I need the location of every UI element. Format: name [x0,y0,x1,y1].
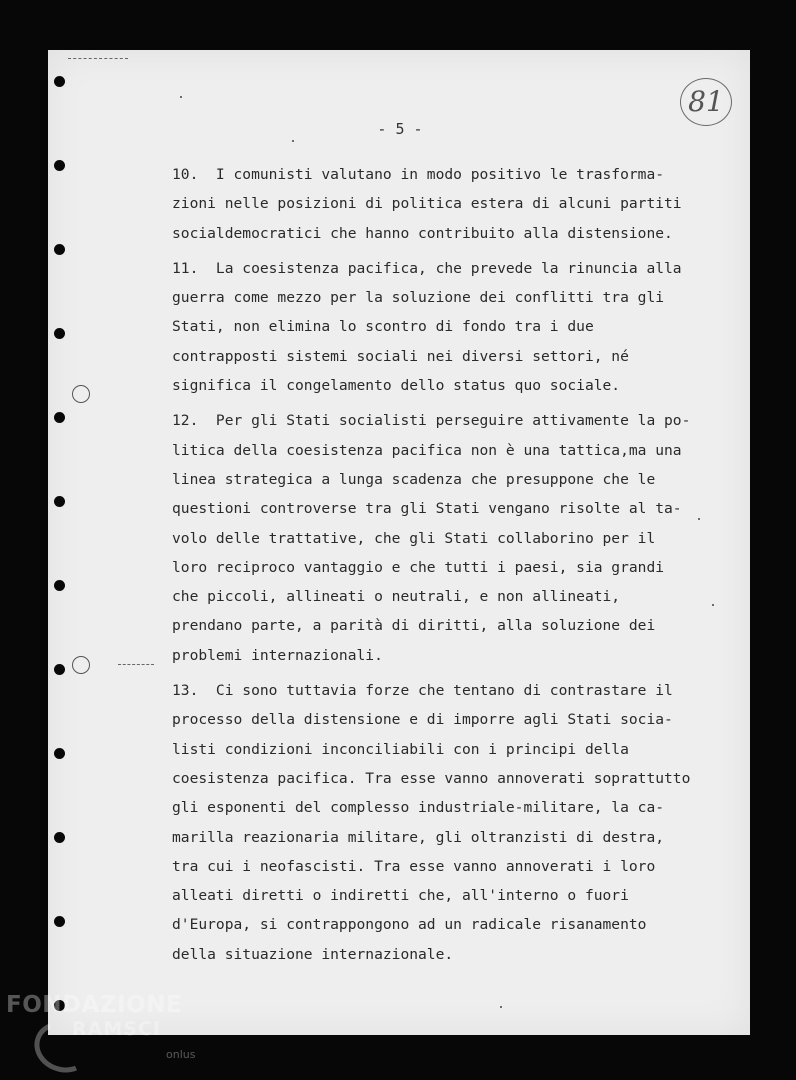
binder-hole [54,412,65,423]
binder-hole [54,580,65,591]
paragraph-11 [172,254,712,400]
text-line: gli esponenti del complesso industriale-militare, la ca- [172,799,665,817]
margin-mark [118,664,154,665]
document-page [48,50,750,1035]
watermark-line-3: onlus [166,1048,196,1061]
binder-hole [54,328,65,339]
text-line: alleati diretti o indiretti che, all'interno o fuori [172,887,629,905]
binder-hole [54,832,65,843]
text-line: processo della distensione e di imporre agli Stati socia- [172,711,673,729]
text-line: marilla reazionaria militare, gli oltranzisti di destra, [172,828,665,846]
text-line: questioni controverse tra gli Stati vengano risolte al ta- [172,500,682,518]
binder-ring [72,385,90,403]
text-line: 11. La coesistenza pacifica, che prevede la rinuncia alla [172,259,682,277]
paper-speck [712,604,714,606]
binder-hole [54,496,65,507]
paper-speck [500,1006,502,1008]
binder-hole [54,160,65,171]
text-line: socialdemocratici che hanno contribuito alla distensione. [172,224,673,242]
text-line: coesistenza pacifica. Tra esse vanno annoverati soprattutto [172,769,691,787]
paragraph-12 [172,406,712,670]
text-line: litica della coesistenza pacifica non è una tattica,ma una [172,441,682,459]
text-line: Stati, non elimina lo scontro di fondo tra i due [172,318,594,336]
watermark-line-2: RAMSCI [72,1018,161,1040]
text-line: 12. Per gli Stati socialisti perseguire attivamente la po- [172,412,691,430]
text-line: linea strategica a lunga scadenza che presuppone che le [172,470,656,488]
text-line: 10. I comunisti valutano in modo positivo le trasforma- [172,166,665,183]
text-line: significa il congelamento dello status quo sociale. [172,377,621,395]
paper-speck [180,96,182,98]
text-line: della situazione internazionale. [172,945,454,963]
paragraph-10 [172,160,712,248]
text-line: loro reciproco vantaggio e che tutti i paesi, sia grandi [172,558,665,576]
text-line: tra cui i neofascisti. Tra esse vanno annoverati i loro [172,857,656,875]
document-body [172,160,712,975]
fondazione-gramsci-watermark [6,992,206,1072]
paragraph-13 [172,676,712,969]
text-line: 13. Ci sono tuttavia forze che tentano di contrastare il [172,682,673,700]
binder-hole [54,916,65,927]
folio-number-handwritten: 81 [680,78,732,126]
text-line: volo delle trattative, che gli Stati collaborino per il [172,529,656,547]
text-line: contrapposti sistemi sociali nei diversi settori, né [172,347,629,365]
text-line: guerra come mezzo per la soluzione dei conflitti tra gli [172,289,665,307]
binder-hole [54,748,65,759]
binder-hole [54,664,65,675]
page-number: - 5 - [377,120,423,138]
margin-mark [68,58,128,59]
text-line: listi condizioni inconciliabili con i principi della [172,740,629,758]
text-line: problemi internazionali. [172,646,383,664]
text-line: zioni nelle posizioni di politica estera di alcuni partiti [172,195,682,213]
watermark-line-1: FONDAZIONE [6,992,183,1018]
binder-hole [54,244,65,255]
text-line: d'Europa, si contrappongono ad un radicale risanamento [172,916,647,934]
paper-speck [292,140,294,142]
text-line: prendano parte, a parità di diritti, alla soluzione dei [172,617,656,635]
binder-ring [72,656,90,674]
binder-hole [54,76,65,87]
text-line: che piccoli, allineati o neutrali, e non allineati, [172,588,621,606]
